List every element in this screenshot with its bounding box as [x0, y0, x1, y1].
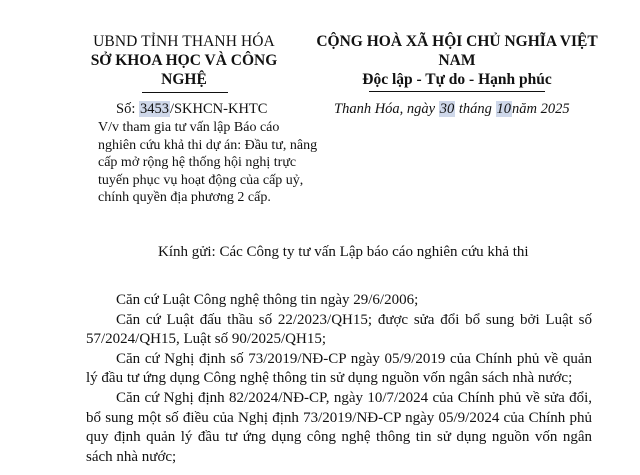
document-body — [86, 291, 592, 467]
subject-summary: V/v tham gia tư vấn lập Báo cáo nghiên cứu khả thi dự án: Đầu tư, nâng cấp mở rộng hệ thống hội nghị trực tuyến phục vụ hoạt động của cấp uỷ, chính quyền địa phương 2 cấp. — [98, 120, 318, 205]
date-year: năm 2025 — [512, 101, 570, 117]
paragraph-legal-basis-3: Căn cứ Nghị định số 73/2019/NĐ-CP ngày 05/9/2019 của Chính phủ về quản lý đầu tư ứng dụng Công nghệ thông tin sử dụng nguồn vốn ngân sách nhà nước; — [86, 350, 592, 387]
motto-underline — [369, 91, 545, 92]
document-number — [116, 100, 267, 118]
paragraph-legal-basis-1: Căn cứ Luật Công nghệ thông tin ngày 29/6/2006; — [116, 292, 419, 308]
agency-underline — [142, 92, 228, 93]
national-motto: Độc lập - Tự do - Hạnh phúc — [362, 71, 552, 88]
parent-agency-name: UBND TỈNH THANH HÓA — [93, 33, 275, 50]
date-month[interactable]: 10 — [496, 101, 512, 117]
paragraph-legal-basis-4: Căn cứ Nghị định 82/2024/NĐ-CP, ngày 10/7/2024 của Chính phủ về sửa đổi, bổ sung một số điều của Nghị định 73/2019/NĐ-CP ngày 05/9/2024 của Chính phủ quy định quản lý đầu tư ứng dụng công nghệ thông tin sử dụng nguồn vốn ngân sách nhà nước; — [86, 389, 592, 465]
document-number-suffix: /SKHCN-KHTC — [169, 101, 268, 117]
paragraph-legal-basis-2: Căn cứ Luật đấu thầu số 22/2023/QH15; được sửa đổi bổ sung bởi Luật số 57/2024/QH15, Luật số 90/2025/QH15; — [86, 311, 592, 348]
issuing-agency-header — [80, 32, 320, 93]
date-place: Thanh Hóa, ngày — [334, 101, 439, 117]
agency-name: SỞ KHOA HỌC VÀ CÔNG NGHỆ — [90, 52, 278, 88]
national-header — [307, 32, 607, 92]
date-month-word: tháng — [455, 101, 496, 117]
recipient-line: Kính gửi: Các Công ty tư vấn Lập báo cáo nghiên cứu khả thi — [158, 244, 529, 260]
date-day[interactable]: 30 — [439, 101, 455, 117]
document-number-value[interactable]: 3453 — [139, 101, 169, 117]
national-title: CỘNG HOÀ XÃ HỘI CHỦ NGHĨA VIỆT NAM — [316, 33, 598, 69]
document-number-prefix: Số: — [116, 101, 139, 117]
document-date — [334, 100, 570, 118]
